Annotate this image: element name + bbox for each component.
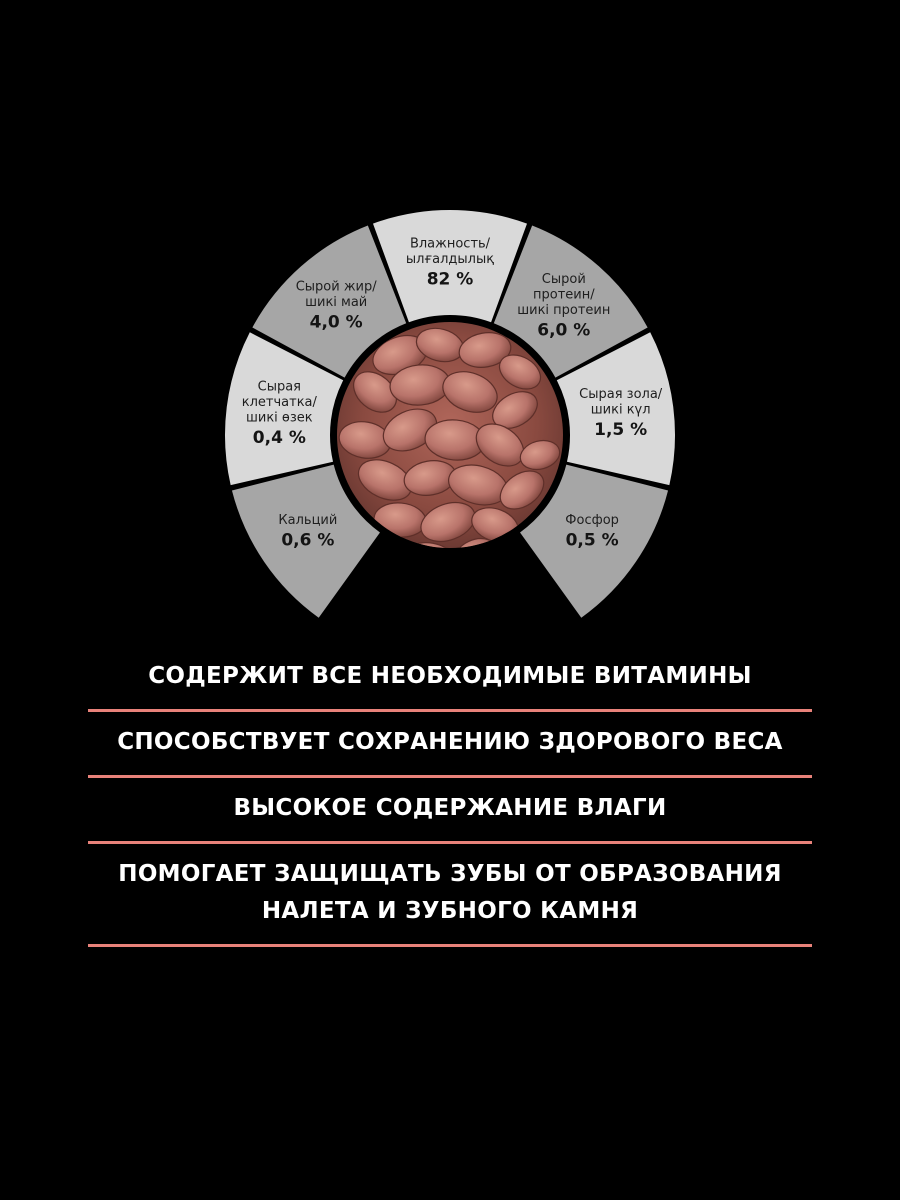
nutrient-name: Сырой протеин/ шикі протеин [517, 271, 611, 318]
benefit-high-moisture [88, 780, 812, 844]
nutrient-value: 1,5 % [594, 420, 648, 441]
nutrient-value: 82 % [426, 269, 474, 290]
benefit-text: ПОМОГАЕТ ЗАЩИЩАТЬ ЗУБЫ ОТ ОБРАЗОВАНИЯ НАЛЕТА И ЗУБНОГО КАМНЯ [118, 861, 782, 924]
benefit-text: СОДЕРЖИТ ВСЕ НЕОБХОДИМЫЕ ВИТАМИНЫ [148, 663, 752, 689]
nutrient-value: 0,6 % [281, 530, 335, 551]
benefit-text: ВЫСОКОЕ СОДЕРЖАНИЕ ВЛАГИ [233, 795, 667, 821]
nutrient-name: Влажность/ ылғалдылық [405, 236, 495, 267]
nutrient-name: Сырая зола/ шикі күл [579, 387, 663, 418]
segment-label-calcium [278, 513, 337, 551]
nutrient-value: 0,5 % [565, 530, 619, 551]
nutrient-name: Сырая клетчатка/ шикі өзек [241, 379, 317, 426]
benefit-text: СПОСОБСТВУЕТ СОХРАНЕНИЮ ЗДОРОВОГО ВЕСА [117, 729, 783, 755]
nutrient-name: Сырой жир/ шикі май [295, 279, 377, 311]
nutrient-name: Фосфор [565, 513, 619, 529]
nutrient-value: 0,4 % [252, 427, 306, 448]
benefit-dental-protection [88, 846, 812, 947]
benefit-healthy-weight [88, 714, 812, 778]
nutrient-value: 4,0 % [309, 312, 363, 333]
segment-label-phosphorus [565, 513, 619, 551]
benefit-vitamins [88, 648, 812, 712]
nutrient-value: 6,0 % [537, 320, 591, 341]
nutrient-name: Кальций [278, 513, 338, 529]
benefits-list [88, 648, 812, 947]
